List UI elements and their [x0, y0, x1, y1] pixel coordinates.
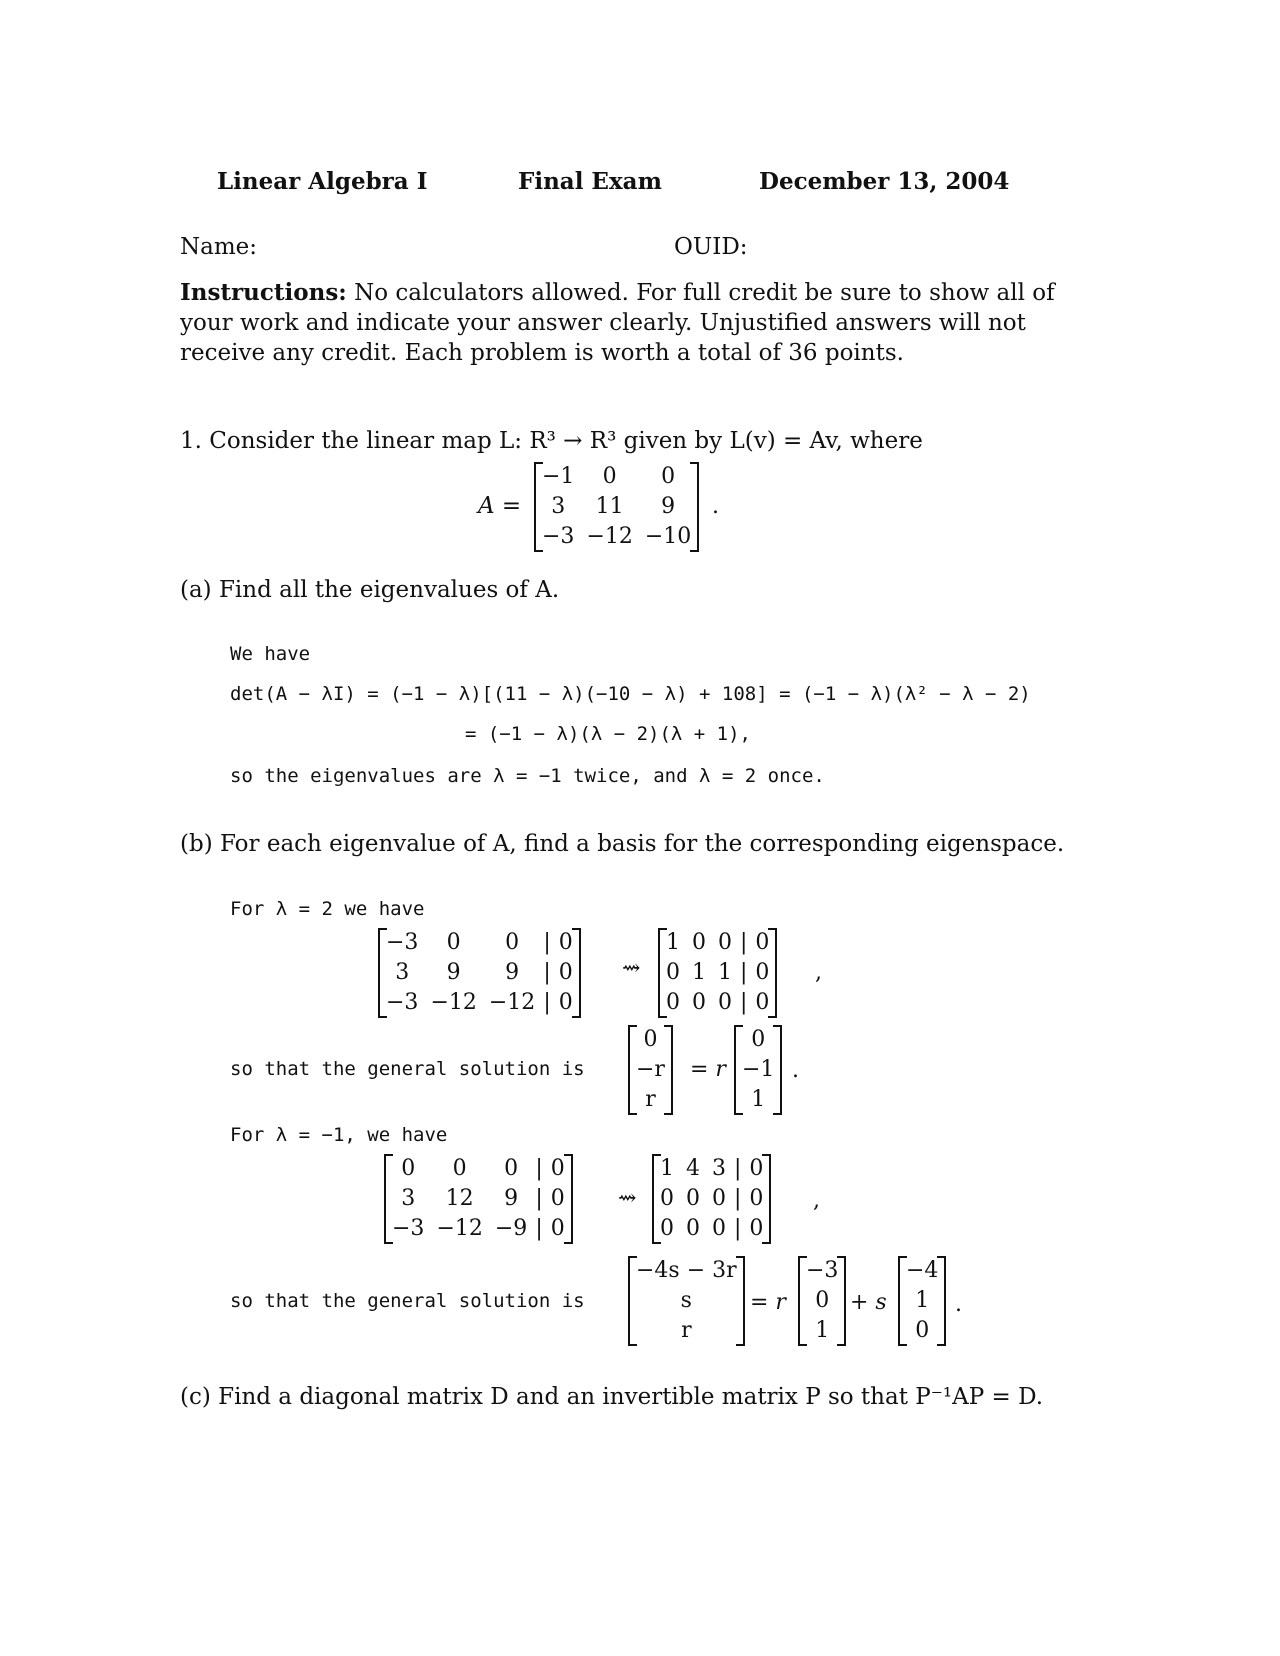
- matrix-cell: 0: [749, 1216, 764, 1241]
- case1-intro: For λ = 2 we have: [230, 898, 425, 920]
- part-a-question: (a) Find all the eigenvalues of A.: [180, 577, 560, 603]
- matrix-cell: 0: [602, 464, 617, 489]
- matrix-a-label: A =: [478, 493, 522, 519]
- matrix-cell: 0: [751, 1027, 766, 1052]
- matrix-cell: 0: [666, 990, 680, 1015]
- matrix-cell: |: [535, 1156, 543, 1181]
- case2-basis-r-vector: [798, 1256, 846, 1346]
- matrix-cell: 0: [686, 1186, 700, 1211]
- case1-augmented-matrix: [378, 928, 581, 1018]
- matrix-cell: 0: [504, 1156, 519, 1181]
- matrix-cell: 0: [815, 1288, 830, 1313]
- matrix-cell: 0: [749, 1156, 764, 1181]
- matrix-a: [534, 462, 699, 552]
- matrix-cell: −r: [636, 1057, 665, 1082]
- case2-plus-s: + s: [850, 1290, 887, 1315]
- part-c-question: (c) Find a diagonal matrix D and an invertible matrix P so that P⁻¹AP = D.: [180, 1384, 1044, 1410]
- case1-solution-text: so that the general solution is: [230, 1058, 585, 1080]
- case2-eq-r: = r: [750, 1290, 786, 1315]
- case1-basis-vector: [734, 1025, 782, 1115]
- matrix-cell: 0: [558, 960, 573, 985]
- part-a-eigenvalues: so the eigenvalues are λ = −1 twice, and λ = 2 once.: [230, 765, 825, 787]
- matrix-cell: 0: [755, 960, 770, 985]
- matrix-cell: −12: [436, 1216, 483, 1241]
- matrix-cell: −4: [906, 1258, 939, 1283]
- matrix-cell: 3: [395, 960, 410, 985]
- matrix-a-period: .: [712, 494, 719, 519]
- case2-intro: For λ = −1, we have: [230, 1124, 448, 1146]
- matrix-cell: r: [645, 1087, 656, 1112]
- case2-arrow: ⇝: [618, 1186, 637, 1211]
- matrix-cell: 9: [446, 960, 461, 985]
- part-b-question: (b) For each eigenvalue of A, find a basis for the corresponding eigenspace.: [180, 831, 1065, 857]
- matrix-cell: 1: [666, 930, 680, 955]
- matrix-cell: s: [680, 1288, 692, 1313]
- matrix-cell: −3: [392, 1216, 425, 1241]
- case2-rref-matrix: [652, 1154, 771, 1244]
- case2-period: .: [955, 1292, 962, 1317]
- case2-augmented-matrix: [384, 1154, 573, 1244]
- matrix-cell: 12: [445, 1186, 474, 1211]
- instructions: [180, 278, 1080, 368]
- matrix-cell: 9: [661, 494, 676, 519]
- matrix-cell: −3: [386, 990, 419, 1015]
- matrix-cell: |: [740, 930, 748, 955]
- exam-title: Final Exam: [518, 168, 662, 195]
- matrix-cell: 0: [712, 1216, 726, 1241]
- matrix-cell: 1: [660, 1156, 674, 1181]
- matrix-cell: 0: [550, 1186, 565, 1211]
- ouid-label: OUID:: [674, 234, 748, 260]
- matrix-cell: −10: [644, 524, 692, 549]
- matrix-cell: 9: [504, 1186, 519, 1211]
- matrix-cell: 0: [660, 1216, 674, 1241]
- matrix-cell: 0: [558, 930, 573, 955]
- matrix-cell: 0: [550, 1156, 565, 1181]
- matrix-cell: 1: [692, 960, 706, 985]
- matrix-cell: −12: [586, 524, 633, 549]
- case2-general-vector: [628, 1256, 745, 1346]
- matrix-cell: 0: [661, 464, 676, 489]
- matrix-cell: 0: [718, 990, 732, 1015]
- matrix-cell: r: [681, 1318, 692, 1343]
- matrix-cell: −3: [386, 930, 419, 955]
- case1-eq-r: = r: [690, 1057, 726, 1082]
- matrix-cell: |: [734, 1156, 742, 1181]
- part-a-determinant: det(A − λI) = (−1 − λ)[(11 − λ)(−10 − λ) + 108] = (−1 − λ)(λ² − λ − 2): [230, 683, 1031, 705]
- matrix-cell: 0: [452, 1156, 467, 1181]
- matrix-cell: 1: [718, 960, 732, 985]
- case2-basis-s-vector: [898, 1256, 946, 1346]
- matrix-cell: 3: [712, 1156, 726, 1181]
- matrix-cell: −1: [742, 1057, 775, 1082]
- matrix-cell: 0: [915, 1318, 930, 1343]
- matrix-cell: 0: [558, 990, 573, 1015]
- matrix-cell: 0: [446, 930, 461, 955]
- matrix-cell: −3: [542, 524, 575, 549]
- matrix-cell: 0: [718, 930, 732, 955]
- matrix-cell: 0: [755, 930, 770, 955]
- problem1-statement: 1. Consider the linear map L: R³ → R³ given by L(v) = Av, where: [180, 428, 923, 454]
- matrix-cell: 0: [666, 960, 680, 985]
- matrix-cell: 0: [550, 1216, 565, 1241]
- matrix-cell: |: [543, 930, 551, 955]
- instructions-label: Instructions:: [180, 279, 347, 306]
- case2-solution-text: so that the general solution is: [230, 1290, 585, 1312]
- matrix-cell: 0: [692, 930, 706, 955]
- case1-comma: ,: [815, 960, 822, 985]
- exam-date: December 13, 2004: [759, 168, 1010, 195]
- matrix-cell: 4: [686, 1156, 700, 1181]
- matrix-cell: |: [734, 1186, 742, 1211]
- course-title: Linear Algebra I: [217, 168, 428, 195]
- matrix-cell: −3: [806, 1258, 839, 1283]
- matrix-cell: |: [543, 990, 551, 1015]
- matrix-cell: 1: [915, 1288, 930, 1313]
- matrix-cell: |: [740, 960, 748, 985]
- matrix-cell: −4s − 3r: [636, 1258, 737, 1283]
- matrix-cell: 9: [505, 960, 520, 985]
- matrix-cell: 0: [712, 1186, 726, 1211]
- case1-arrow: ⇝: [622, 956, 641, 981]
- matrix-cell: −12: [430, 990, 477, 1015]
- instructions-text: No calculators allowed. For full credit be sure to show all of your work and indicate your answer clearly. Unjustified answers will not receive any credit. Each problem is worth a total of 36 points.: [180, 280, 1055, 366]
- matrix-cell: 0: [686, 1216, 700, 1241]
- name-label: Name:: [180, 234, 258, 260]
- matrix-cell: |: [543, 960, 551, 985]
- matrix-cell: |: [535, 1216, 543, 1241]
- matrix-cell: −9: [494, 1216, 528, 1241]
- matrix-cell: 0: [692, 990, 706, 1015]
- matrix-cell: 0: [660, 1186, 674, 1211]
- matrix-cell: −1: [542, 464, 575, 489]
- part-a-intro: We have: [230, 643, 311, 665]
- case1-rref-matrix: [658, 928, 777, 1018]
- case1-general-vector: [628, 1025, 673, 1115]
- matrix-cell: 3: [401, 1186, 416, 1211]
- matrix-cell: |: [734, 1216, 742, 1241]
- matrix-cell: 3: [551, 494, 566, 519]
- matrix-cell: −12: [488, 990, 536, 1015]
- matrix-cell: 0: [755, 990, 770, 1015]
- part-a-factored: = (−1 − λ)(λ − 2)(λ + 1),: [465, 723, 751, 745]
- matrix-cell: 1: [751, 1087, 766, 1112]
- matrix-cell: 0: [505, 930, 520, 955]
- matrix-cell: 11: [595, 494, 624, 519]
- matrix-cell: |: [535, 1186, 543, 1211]
- matrix-cell: |: [740, 990, 748, 1015]
- case1-period: .: [792, 1058, 799, 1083]
- matrix-cell: 1: [815, 1318, 830, 1343]
- matrix-cell: 0: [749, 1186, 764, 1211]
- matrix-cell: 0: [401, 1156, 416, 1181]
- case2-comma: ,: [813, 1188, 820, 1213]
- matrix-cell: 0: [643, 1027, 658, 1052]
